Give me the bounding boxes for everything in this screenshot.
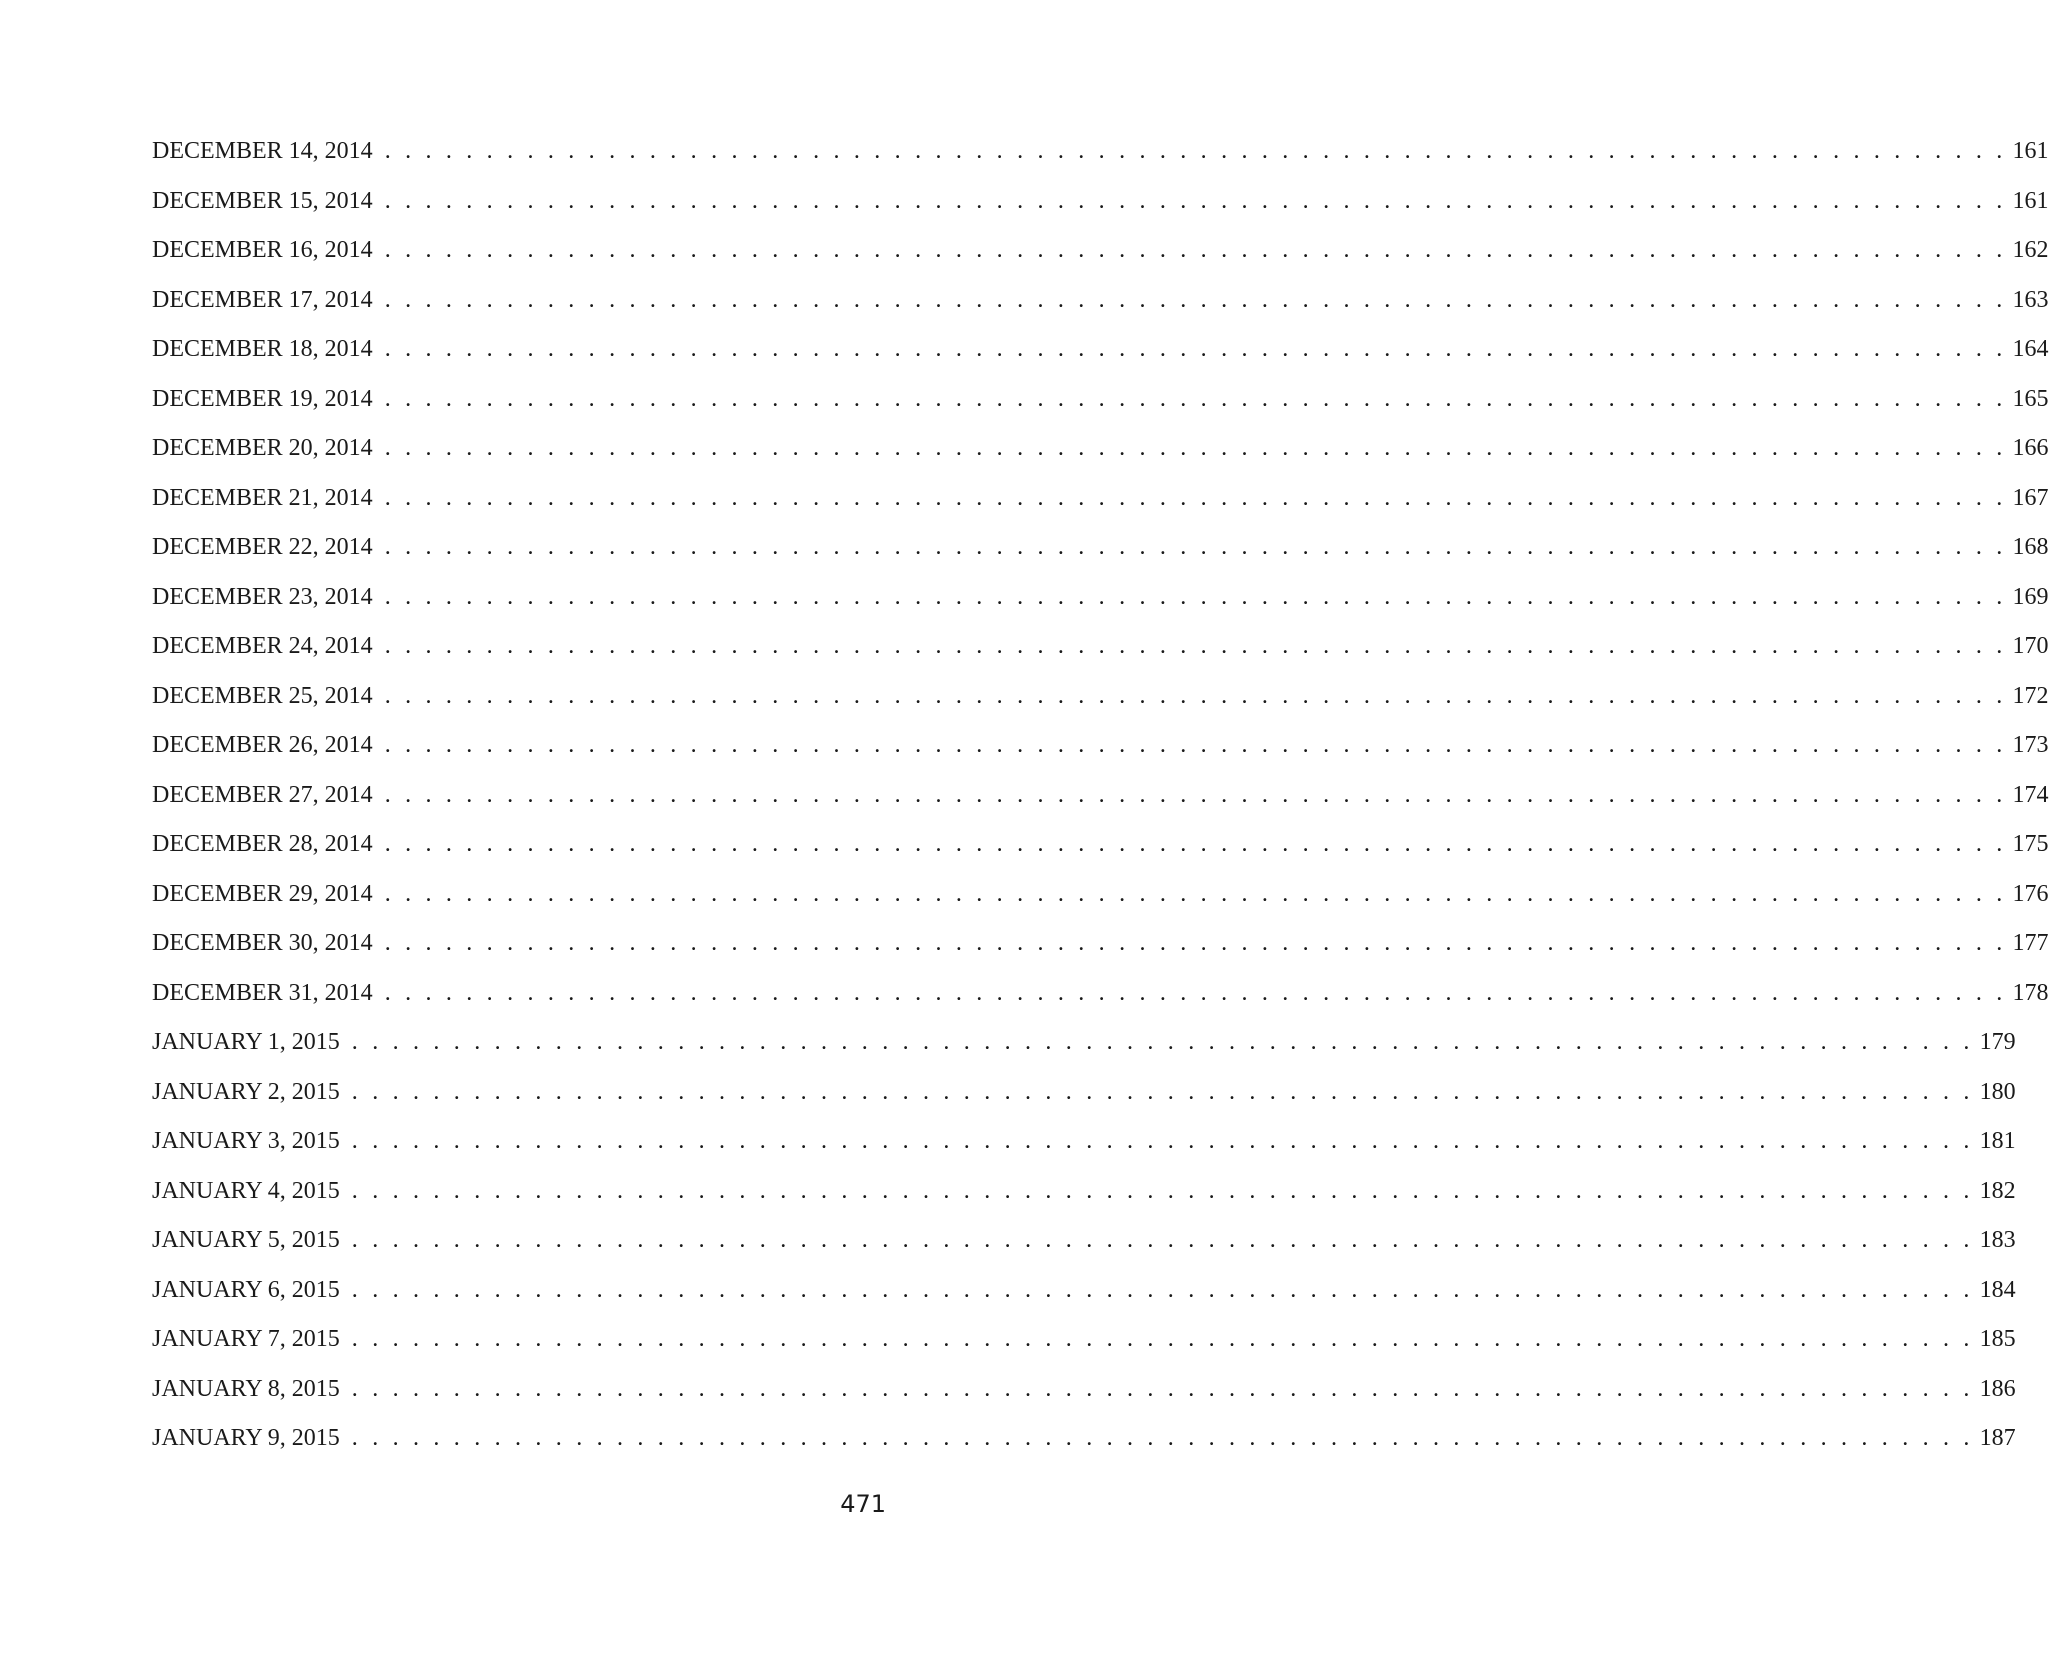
toc-entry-label: JANUARY 6, 2015 [152, 1276, 340, 1303]
toc-entry[interactable] [152, 484, 2049, 535]
toc-entry[interactable] [152, 1425, 2016, 1475]
toc-entry-label: JANUARY 5, 2015 [152, 1227, 340, 1253]
toc-entry[interactable] [152, 1276, 2016, 1327]
dot-leader: . . . . . . . . . . . . . . . . . . . . . . . . . . . . . . . . . . . . . . . . . . . . . . . . . . . . . . . . . . . . . . . . . . . . . . . . . . . . . . . . [384, 781, 2007, 808]
toc-entry[interactable] [152, 1177, 2016, 1228]
toc-entry-label: DECEMBER 27, 2014 [152, 781, 373, 808]
toc-entry-page: 164 [2012, 336, 2049, 362]
toc-entry[interactable] [152, 831, 2049, 881]
dot-leader: . . . . . . . . . . . . . . . . . . . . . . . . . . . . . . . . . . . . . . . . . . . . . . . . . . . . . . . . . . . . . . . . . . . . . . . . . . . . . . . . [384, 979, 2007, 1006]
toc-entry[interactable] [152, 385, 2049, 436]
dot-leader: . . . . . . . . . . . . . . . . . . . . . . . . . . . . . . . . . . . . . . . . . . . . . . . . . . . . . . . . . . . . . . . . . . . . . . . . . . . . . . . . [351, 1375, 1974, 1402]
toc-entry-page: 173 [2012, 732, 2049, 758]
dot-leader: . . . . . . . . . . . . . . . . . . . . . . . . . . . . . . . . . . . . . . . . . . . . . . . . . . . . . . . . . . . . . . . . . . . . . . . . . . . . . . . . [351, 1425, 1974, 1451]
toc-entry-page: 175 [2012, 831, 2049, 857]
toc-entry[interactable] [152, 237, 2049, 287]
toc-entry-label: DECEMBER 24, 2014 [152, 633, 373, 659]
toc-entry[interactable] [152, 187, 2049, 238]
toc-entry[interactable] [152, 435, 2049, 485]
toc-entry[interactable] [152, 880, 2049, 931]
toc-entry-page: 184 [1979, 1276, 2016, 1303]
toc-entry[interactable] [152, 732, 2049, 782]
toc-entry-label: JANUARY 9, 2015 [152, 1425, 340, 1451]
toc-entry-label: JANUARY 7, 2015 [152, 1326, 340, 1352]
toc-entry-label: DECEMBER 30, 2014 [152, 930, 373, 956]
dot-leader: . . . . . . . . . . . . . . . . . . . . . . . . . . . . . . . . . . . . . . . . . . . . . . . . . . . . . . . . . . . . . . . . . . . . . . . . . . . . . . . . [384, 484, 2007, 511]
toc-entry-label: DECEMBER 22, 2014 [152, 534, 373, 560]
toc-entry-label: DECEMBER 26, 2014 [152, 732, 373, 758]
toc-entry-page: 161 [2012, 138, 2049, 164]
dot-leader: . . . . . . . . . . . . . . . . . . . . . . . . . . . . . . . . . . . . . . . . . . . . . . . . . . . . . . . . . . . . . . . . . . . . . . . . . . . . . . . . [351, 1177, 1974, 1204]
toc-entry-label: DECEMBER 14, 2014 [152, 138, 373, 164]
toc-entry[interactable] [152, 781, 2049, 832]
toc-entry[interactable] [152, 1326, 2016, 1376]
dot-leader: . . . . . . . . . . . . . . . . . . . . . . . . . . . . . . . . . . . . . . . . . . . . . . . . . . . . . . . . . . . . . . . . . . . . . . . . . . . . . . . . [384, 138, 2007, 164]
toc-entry[interactable] [152, 1078, 2016, 1129]
dot-leader: . . . . . . . . . . . . . . . . . . . . . . . . . . . . . . . . . . . . . . . . . . . . . . . . . . . . . . . . . . . . . . . . . . . . . . . . . . . . . . . . [384, 831, 2007, 857]
dot-leader: . . . . . . . . . . . . . . . . . . . . . . . . . . . . . . . . . . . . . . . . . . . . . . . . . . . . . . . . . . . . . . . . . . . . . . . . . . . . . . . . [384, 435, 2007, 461]
toc-entry-page: 162 [2012, 237, 2049, 263]
toc-entry-page: 165 [2012, 385, 2049, 412]
toc-entry-label: DECEMBER 17, 2014 [152, 286, 373, 313]
dot-leader: . . . . . . . . . . . . . . . . . . . . . . . . . . . . . . . . . . . . . . . . . . . . . . . . . . . . . . . . . . . . . . . . . . . . . . . . . . . . . . . . [351, 1227, 1974, 1253]
toc-entry-label: JANUARY 2, 2015 [152, 1078, 340, 1105]
toc-entry-label: JANUARY 4, 2015 [152, 1177, 340, 1204]
dot-leader: . . . . . . . . . . . . . . . . . . . . . . . . . . . . . . . . . . . . . . . . . . . . . . . . . . . . . . . . . . . . . . . . . . . . . . . . . . . . . . . . [384, 336, 2007, 362]
dot-leader: . . . . . . . . . . . . . . . . . . . . . . . . . . . . . . . . . . . . . . . . . . . . . . . . . . . . . . . . . . . . . . . . . . . . . . . . . . . . . . . . [384, 930, 2007, 956]
toc-entry[interactable] [152, 583, 2049, 634]
dot-leader: . . . . . . . . . . . . . . . . . . . . . . . . . . . . . . . . . . . . . . . . . . . . . . . . . . . . . . . . . . . . . . . . . . . . . . . . . . . . . . . . [384, 534, 2007, 560]
toc-entry-label: DECEMBER 16, 2014 [152, 237, 373, 263]
toc-entry-label: DECEMBER 21, 2014 [152, 484, 373, 511]
toc-entry-page: 186 [1979, 1375, 2016, 1402]
toc-entry-page: 183 [1979, 1227, 2016, 1253]
toc-entry-label: DECEMBER 25, 2014 [152, 682, 373, 709]
toc-entry-page: 166 [2012, 435, 2049, 461]
toc-entry-label: JANUARY 1, 2015 [152, 1029, 340, 1055]
toc-entry-label: JANUARY 3, 2015 [152, 1128, 340, 1154]
toc-entry-page: 182 [1979, 1177, 2016, 1204]
toc-entry-page: 169 [2012, 583, 2049, 610]
toc-entry-label: DECEMBER 18, 2014 [152, 336, 373, 362]
toc-entry[interactable] [152, 534, 2049, 584]
dot-leader: . . . . . . . . . . . . . . . . . . . . . . . . . . . . . . . . . . . . . . . . . . . . . . . . . . . . . . . . . . . . . . . . . . . . . . . . . . . . . . . . [384, 385, 2007, 412]
toc-entry-page: 177 [2012, 930, 2049, 956]
toc-entry-page: 185 [1979, 1326, 2016, 1352]
toc-entry[interactable] [152, 1029, 2016, 1079]
toc-entry[interactable] [152, 979, 2049, 1030]
dot-leader: . . . . . . . . . . . . . . . . . . . . . . . . . . . . . . . . . . . . . . . . . . . . . . . . . . . . . . . . . . . . . . . . . . . . . . . . . . . . . . . . [351, 1128, 1974, 1154]
dot-leader: . . . . . . . . . . . . . . . . . . . . . . . . . . . . . . . . . . . . . . . . . . . . . . . . . . . . . . . . . . . . . . . . . . . . . . . . . . . . . . . . [384, 633, 2007, 659]
toc-entry[interactable] [152, 138, 2049, 188]
toc-entry[interactable] [152, 1227, 2016, 1277]
page-number: 471 [840, 1490, 886, 1518]
toc-entry-page: 167 [2012, 484, 2049, 511]
toc-entry-page: 180 [1979, 1078, 2016, 1105]
dot-leader: . . . . . . . . . . . . . . . . . . . . . . . . . . . . . . . . . . . . . . . . . . . . . . . . . . . . . . . . . . . . . . . . . . . . . . . . . . . . . . . . [384, 682, 2007, 709]
toc-entry-label: DECEMBER 20, 2014 [152, 435, 373, 461]
toc-entry[interactable] [152, 1375, 2016, 1426]
toc-entry[interactable] [152, 682, 2049, 733]
toc-entry-page: 163 [2012, 286, 2049, 313]
toc-entry-page: 170 [2012, 633, 2049, 659]
toc-entry-page: 178 [2012, 979, 2049, 1006]
toc-entry-label: DECEMBER 15, 2014 [152, 187, 373, 214]
toc-entry[interactable] [152, 633, 2049, 683]
toc-entry-label: DECEMBER 19, 2014 [152, 385, 373, 412]
dot-leader: . . . . . . . . . . . . . . . . . . . . . . . . . . . . . . . . . . . . . . . . . . . . . . . . . . . . . . . . . . . . . . . . . . . . . . . . . . . . . . . . [384, 286, 2007, 313]
toc-entry-page: 174 [2012, 781, 2049, 808]
dot-leader: . . . . . . . . . . . . . . . . . . . . . . . . . . . . . . . . . . . . . . . . . . . . . . . . . . . . . . . . . . . . . . . . . . . . . . . . . . . . . . . . [351, 1078, 1974, 1105]
toc-entry[interactable] [152, 930, 2049, 980]
toc-entry-page: 172 [2012, 682, 2049, 709]
dot-leader: . . . . . . . . . . . . . . . . . . . . . . . . . . . . . . . . . . . . . . . . . . . . . . . . . . . . . . . . . . . . . . . . . . . . . . . . . . . . . . . . [384, 187, 2007, 214]
toc-entry-page: 176 [2012, 880, 2049, 907]
dot-leader: . . . . . . . . . . . . . . . . . . . . . . . . . . . . . . . . . . . . . . . . . . . . . . . . . . . . . . . . . . . . . . . . . . . . . . . . . . . . . . . . [351, 1326, 1974, 1352]
dot-leader: . . . . . . . . . . . . . . . . . . . . . . . . . . . . . . . . . . . . . . . . . . . . . . . . . . . . . . . . . . . . . . . . . . . . . . . . . . . . . . . . [351, 1029, 1974, 1055]
toc-entry[interactable] [152, 286, 2049, 337]
toc-entry-label: DECEMBER 31, 2014 [152, 979, 373, 1006]
toc-entry-page: 187 [1979, 1425, 2016, 1451]
table-of-contents [152, 138, 2049, 1475]
toc-entry-label: JANUARY 8, 2015 [152, 1375, 340, 1402]
dot-leader: . . . . . . . . . . . . . . . . . . . . . . . . . . . . . . . . . . . . . . . . . . . . . . . . . . . . . . . . . . . . . . . . . . . . . . . . . . . . . . . . [384, 583, 2007, 610]
toc-entry-page: 181 [1979, 1128, 2016, 1154]
dot-leader: . . . . . . . . . . . . . . . . . . . . . . . . . . . . . . . . . . . . . . . . . . . . . . . . . . . . . . . . . . . . . . . . . . . . . . . . . . . . . . . . [384, 237, 2007, 263]
dot-leader: . . . . . . . . . . . . . . . . . . . . . . . . . . . . . . . . . . . . . . . . . . . . . . . . . . . . . . . . . . . . . . . . . . . . . . . . . . . . . . . . [384, 732, 2007, 758]
toc-entry-page: 179 [1979, 1029, 2016, 1055]
toc-entry-label: DECEMBER 23, 2014 [152, 583, 373, 610]
dot-leader: . . . . . . . . . . . . . . . . . . . . . . . . . . . . . . . . . . . . . . . . . . . . . . . . . . . . . . . . . . . . . . . . . . . . . . . . . . . . . . . . [351, 1276, 1974, 1303]
toc-entry[interactable] [152, 336, 2049, 386]
toc-entry-page: 168 [2012, 534, 2049, 560]
toc-entry-label: DECEMBER 29, 2014 [152, 880, 373, 907]
toc-entry[interactable] [152, 1128, 2016, 1178]
toc-entry-label: DECEMBER 28, 2014 [152, 831, 373, 857]
dot-leader: . . . . . . . . . . . . . . . . . . . . . . . . . . . . . . . . . . . . . . . . . . . . . . . . . . . . . . . . . . . . . . . . . . . . . . . . . . . . . . . . [384, 880, 2007, 907]
toc-entry-page: 161 [2012, 187, 2049, 214]
